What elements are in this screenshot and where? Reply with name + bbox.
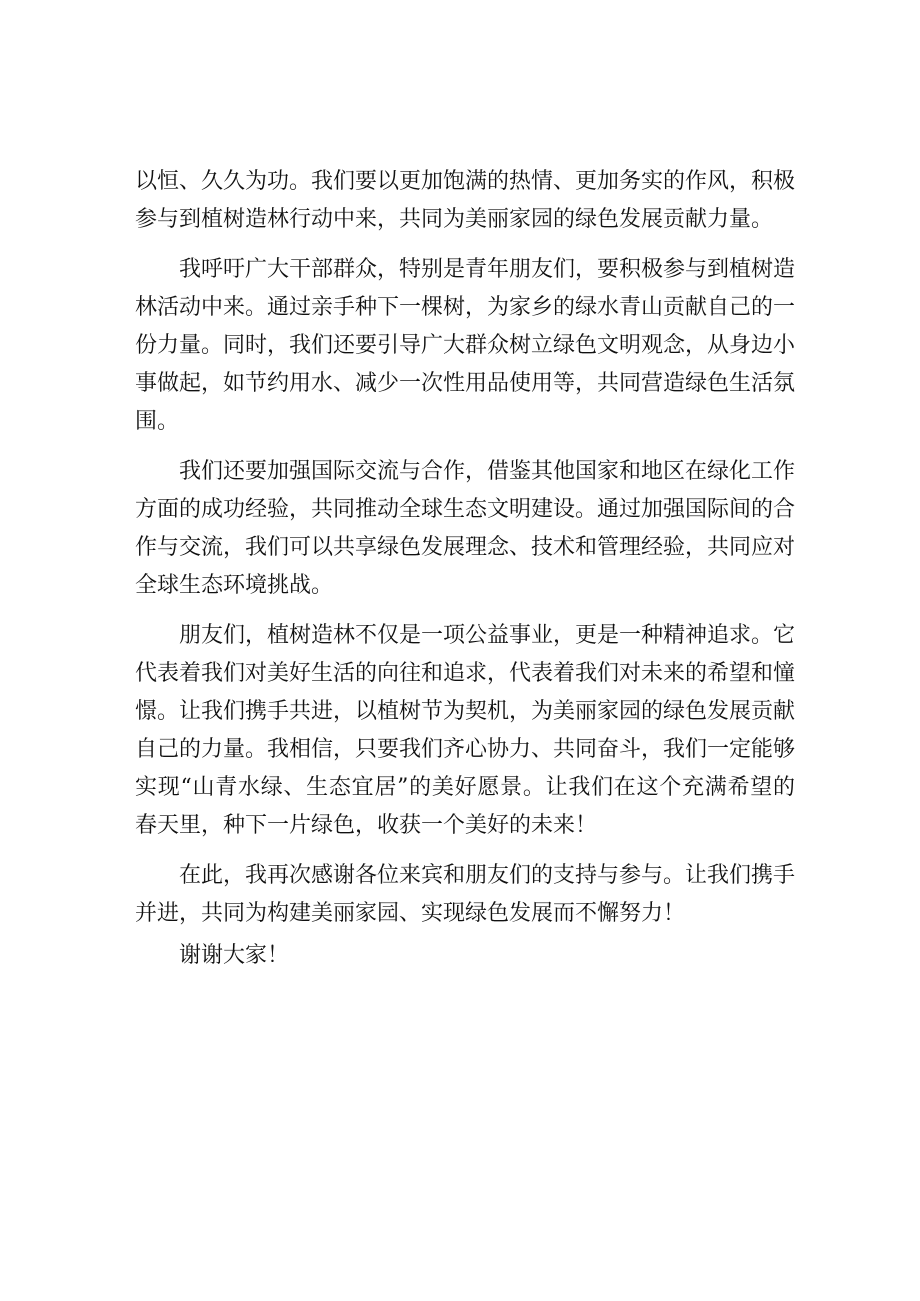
- paragraph-call-to-action: 我呼吁广大干部群众，特别是青年朋友们，要积极参与到植树造林活动中来。通过亲手种下一棵树，为家乡的绿水青山贡献自己的一份力量。同时，我们还要引导广大群众树立绿色文明观念，从身边小事做起，如节约用水、减少一次性用品使用等，共同营造绿色生活氛围。: [135, 257, 796, 434]
- paragraph-vision: 朋友们，植树造林不仅是一项公益事业，更是一种精神追求。它代表着我们对美好生活的向往和追求，代表着我们对未来的希望和憧憬。让我们携手共进，以植树节为契机，为美丽家园的绿色发展贡献自己的力量。我相信，只要我们齐心协力、共同奋斗，我们一定能够实现“山青水绿、生态宜居”的美好愿景。让我们在这个充满希望的春天里，种下一片绿色，收获一个美好的未来！: [135, 623, 796, 838]
- document-body: [135, 163, 795, 975]
- paragraph-thanks-guests: 在此，我再次感谢各位来宾和朋友们的支持与参与。让我们携手并进，共同为构建美丽家园、实现绿色发展而不懈努力！: [135, 863, 796, 926]
- paragraph-international-cooperation: 我们还要加强国际交流与合作，借鉴其他国家和地区在绿化工作方面的成功经验，共同推动全球生态文明建设。通过加强国际间的合作与交流，我们可以共享绿色发展理念、技术和管理经验，共同应对全球生态环境挑战。: [135, 459, 796, 598]
- paragraph-continuation: 以恒、久久为功。我们要以更加饱满的热情、更加务实的作风，积极参与到植树造林行动中来，共同为美丽家园的绿色发展贡献力量。: [135, 169, 796, 232]
- paragraph-closing: 谢谢大家！: [179, 943, 290, 968]
